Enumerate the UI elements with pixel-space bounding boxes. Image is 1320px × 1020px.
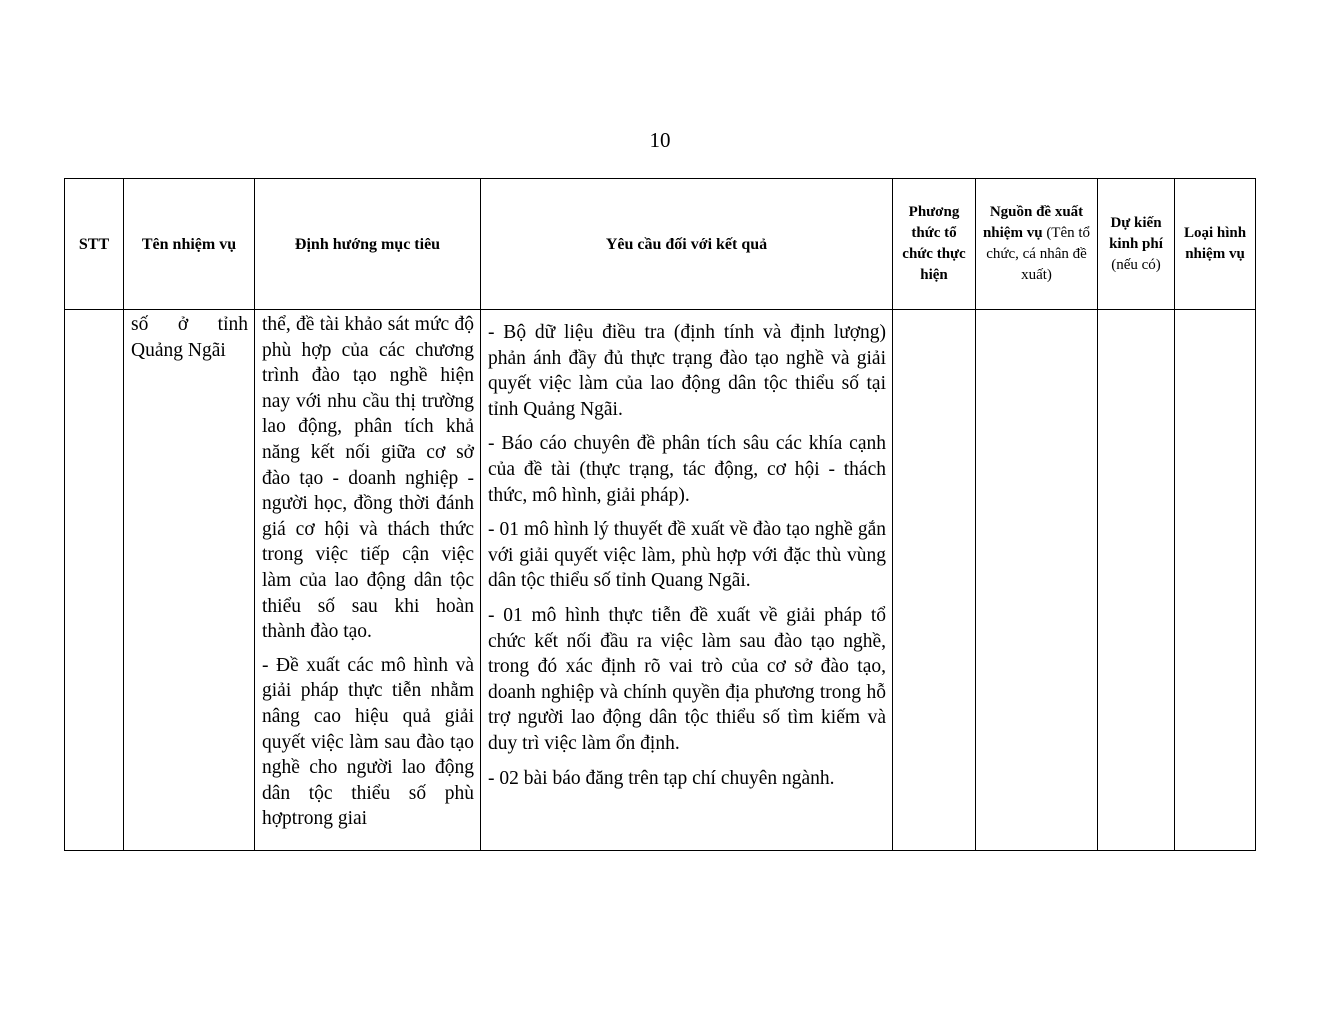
header-method: Phương thức tổ chức thực hiện <box>893 179 976 310</box>
table-row <box>65 310 1256 851</box>
cell-task-name <box>124 310 255 851</box>
header-source-note: (Tên tổ chức, cá nhân đề xuất) <box>986 225 1091 283</box>
header-budget-note: (nếu có) <box>1111 256 1161 273</box>
header-budget-label: Dự kiến kinh phí <box>1109 214 1163 252</box>
cell-stt <box>65 310 124 851</box>
header-stt: STT <box>65 179 124 310</box>
requirement-item: - 02 bài báo đăng trên tạp chí chuyên ngành. <box>488 767 835 789</box>
page-number: 10 <box>649 128 671 152</box>
header-budget <box>1098 179 1175 310</box>
cell-requirements <box>481 310 893 851</box>
requirement-item: - 01 mô hình lý thuyết đề xuất về đào tạo nghề gắn với giải quyết việc làm, phù hợp với đặc thù vùng dân tộc thiểu số tỉnh Quang Ngãi. <box>488 519 886 592</box>
cell-budget <box>1098 310 1175 851</box>
header-source-label: Nguồn đề xuất nhiệm vụ <box>982 204 1084 241</box>
header-task-name: Tên nhiệm vụ <box>124 179 255 310</box>
header-orientation: Định hướng mục tiêu <box>255 179 481 310</box>
task-table <box>64 178 1256 851</box>
requirement-item: - 01 mô hình thực tiễn đề xuất về giải pháp tổ chức kết nối đầu ra việc làm sau đào tạo nghề, trong đó xác định rõ vai trò của cơ sở đào tạo, doanh nghiệp và chính quyền địa phương trong hỗ trợ người lao động dân tộc thiểu số tìm kiếm và duy trì việc làm ổn định. <box>488 604 886 754</box>
header-requirements: Yêu cầu đối với kết quả <box>481 179 893 310</box>
cell-source <box>976 310 1098 851</box>
header-source <box>976 179 1098 310</box>
requirement-item: - Bộ dữ liệu điều tra (định tính và định lượng) phản ánh đầy đủ thực trạng đào tạo nghề và giải quyết việc làm của lao động dân tộc thiểu số tại tỉnh Quảng Ngãi. <box>488 322 886 420</box>
cell-type <box>1175 310 1256 851</box>
orientation-paragraph: - Đề xuất các mô hình và giải pháp thực tiễn nhằm nâng cao hiệu quả giải quyết việc làm sau đào tạo nghề cho người lao động dân tộc thiểu số phù hợptrong giai <box>262 654 474 830</box>
requirement-item: - Báo cáo chuyên đề phân tích sâu các khía cạnh của đề tài (thực trạng, tác động, cơ hội - thách thức, mô hình, giải pháp). <box>488 433 886 506</box>
cell-method <box>893 310 976 851</box>
header-type: Loại hình nhiệm vụ <box>1175 179 1256 310</box>
task-name-text: số ở tỉnh Quảng Ngãi <box>131 314 248 361</box>
orientation-paragraph: thể, đề tài khảo sát mức độ phù hợp của các chương trình đào tạo nghề hiện nay với nhu cầu thị trường lao động, phân tích khả năng kết nối giữa cơ sở đào tạo - doanh nghiệp - người học, đồng thời đánh giá cơ hội và thách thức trong việc tiếp cận việc làm của lao động dân tộc thiểu số sau khi hoàn thành đào tạo. <box>262 314 474 643</box>
header-row <box>65 179 1256 310</box>
cell-orientation <box>255 310 481 851</box>
